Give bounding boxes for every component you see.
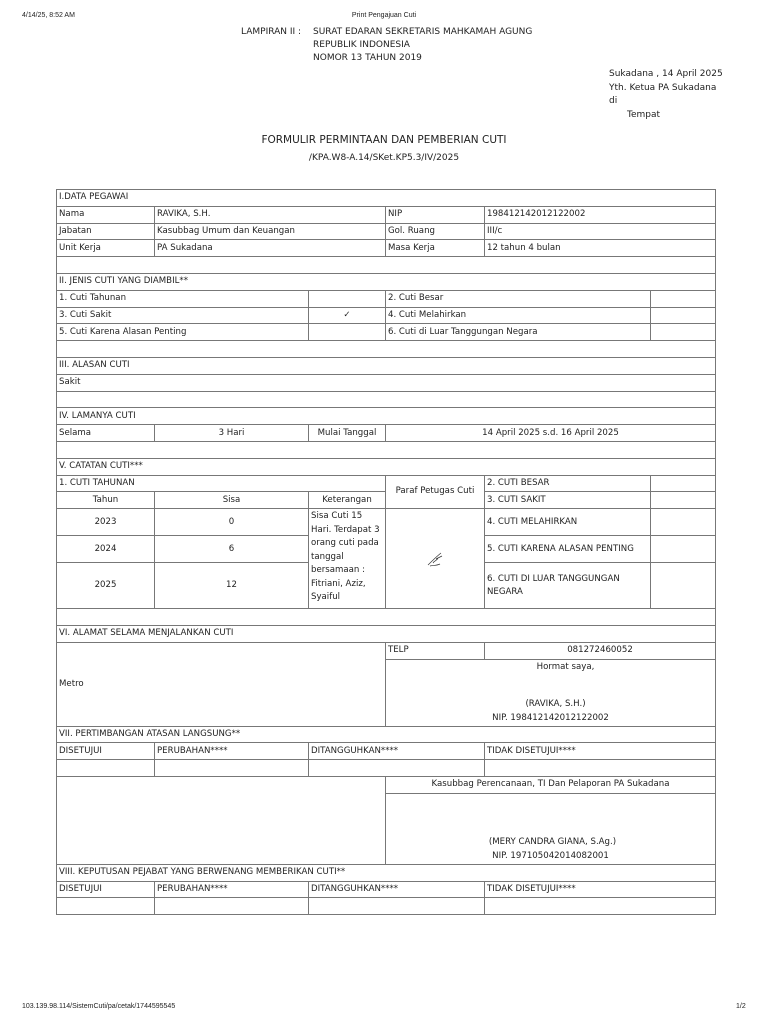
- pejabat-ditangguhkan-value: [309, 898, 485, 915]
- jabatan-label: Jabatan: [57, 223, 155, 240]
- masa-value: 12 tahun 4 bulan: [485, 240, 716, 257]
- pejabat-tidak-disetujui-label: TIDAK DISETUJUI****: [485, 881, 716, 898]
- lampiran-line: NOMOR 13 TAHUN 2019: [313, 53, 422, 63]
- cuti-besar-label: 2. Cuti Besar: [386, 290, 651, 307]
- cuti-luar-tanggungan-label: 6. Cuti di Luar Tanggungan Negara: [386, 324, 651, 341]
- jabatan-value: Kasubbag Umum dan Keuangan: [155, 223, 386, 240]
- gol-value: III/c: [485, 223, 716, 240]
- atasan-disetujui-label: DISETUJUI: [57, 743, 155, 760]
- col-sisa-header: Sisa: [155, 492, 309, 509]
- table-row-tahun: 2024: [57, 536, 155, 563]
- cuti-melahirkan-check: [651, 307, 716, 324]
- cuti-melahirkan-label: 4. Cuti Melahirkan: [386, 307, 651, 324]
- cuti-alasan-penting-check: [309, 324, 386, 341]
- catatan-besar-value: [651, 475, 716, 492]
- pejabat-tidak-disetujui-value: [485, 898, 716, 915]
- recipient-di: di: [609, 96, 618, 106]
- pejabat-perubahan-value: [155, 898, 309, 915]
- applicant-nip: NIP. 198412142012122002: [492, 712, 609, 723]
- atasan-ditangguhkan-label: DITANGGUHKAN****: [309, 743, 485, 760]
- section-alamat-cuti: VI. ALAMAT SELAMA MENJALANKAN CUTI: [57, 625, 716, 642]
- spacer-row: [57, 441, 716, 458]
- catatan-melahirkan-label: 4. CUTI MELAHIRKAN: [485, 509, 651, 536]
- telp-label: TELP: [386, 642, 485, 659]
- alasan-value: Sakit: [57, 374, 716, 391]
- atasan-disetujui-value: [57, 760, 155, 777]
- mulai-tanggal-label: Mulai Tanggal: [309, 425, 386, 442]
- catatan-besar-label: 2. CUTI BESAR: [485, 475, 651, 492]
- print-url: 103.139.98.114/SistemCuti/pa/cetak/1744595545: [22, 1003, 176, 1010]
- catatan-luar-tanggungan-label: 6. CUTI DI LUAR TANGGUNGAN NEGARA: [485, 563, 651, 609]
- print-page-number: 1/2: [736, 1003, 746, 1010]
- catatan-sakit-value: [651, 492, 716, 509]
- atasan-jabatan: Kasubbag Perencanaan, TI Dan Pelaporan PA Sukadana: [386, 776, 716, 793]
- paraf-petugas-label: Paraf Petugas Cuti: [386, 475, 485, 509]
- atasan-signature-block: [386, 793, 716, 864]
- catatan-tahunan-label: 1. CUTI TAHUNAN: [57, 475, 386, 492]
- cuti-tahunan-check: [309, 290, 386, 307]
- atasan-tidak-disetujui-label: TIDAK DISETUJUI****: [485, 743, 716, 760]
- spacer-row: [57, 609, 716, 626]
- print-datetime: 4/14/25, 8:52 AM: [22, 12, 75, 19]
- spacer-row: [57, 391, 716, 408]
- cuti-besar-check: [651, 290, 716, 307]
- selama-label: Selama: [57, 425, 155, 442]
- unit-label: Unit Kerja: [57, 240, 155, 257]
- lampiran-line: SURAT EDARAN SEKRETARIS MAHKAMAH AGUNG: [313, 27, 533, 37]
- section-data-pegawai: I.DATA PEGAWAI: [57, 190, 716, 207]
- table-row-tahun: 2023: [57, 509, 155, 536]
- telp-value: 081272460052: [485, 642, 716, 659]
- applicant-name: (RAVIKA, S.H.): [525, 698, 586, 709]
- table-row-sisa: 0: [155, 509, 309, 536]
- table-row-sisa: 6: [155, 536, 309, 563]
- atasan-tidak-disetujui-value: [485, 760, 716, 777]
- catatan-alasan-penting-label: 5. CUTI KARENA ALASAN PENTING: [485, 536, 651, 563]
- col-keterangan-header: Keterangan: [309, 492, 386, 509]
- recipient-tempat: Tempat: [627, 109, 661, 120]
- pejabat-ditangguhkan-label: DITANGGUHKAN****: [309, 881, 485, 898]
- lampiran-reference: [313, 26, 532, 65]
- leave-form-table: [56, 189, 716, 915]
- section-alasan-cuti: III. ALASAN CUTI: [57, 357, 716, 374]
- atasan-name: (MERY CANDRA GIANA, S.Ag.): [488, 836, 617, 847]
- masa-label: Masa Kerja: [386, 240, 485, 257]
- nama-label: Nama: [57, 206, 155, 223]
- catatan-luar-tanggungan-value: [651, 563, 716, 609]
- cuti-tahunan-label: 1. Cuti Tahunan: [57, 290, 309, 307]
- keterangan-value: Sisa Cuti 15 Hari. Terdapat 3 orang cuti pada tanggal bersamaan : Fitriani, Aziz, Syaiful: [309, 509, 386, 609]
- alamat-value: Metro: [57, 642, 386, 726]
- pejabat-perubahan-label: PERUBAHAN****: [155, 881, 309, 898]
- spacer-row: [57, 257, 716, 274]
- cuti-sakit-check: ✓: [309, 307, 386, 324]
- cuti-alasan-penting-label: 5. Cuti Karena Alasan Penting: [57, 324, 309, 341]
- print-title: Print Pengajuan Cuti: [351, 12, 417, 19]
- section-jenis-cuti: II. JENIS CUTI YANG DIAMBIL**: [57, 273, 716, 290]
- section-pejabat-berwenang: VIII. KEPUTUSAN PEJABAT YANG BERWENANG MEMBERIKAN CUTI**: [57, 864, 716, 881]
- selama-value: 3 Hari: [155, 425, 309, 442]
- section-catatan-cuti: V. CATATAN CUTI***: [57, 458, 716, 475]
- gol-label: Gol. Ruang: [386, 223, 485, 240]
- table-row-tahun: 2025: [57, 563, 155, 609]
- nip-value: 198412142012122002: [485, 206, 716, 223]
- cuti-luar-tanggungan-check: [651, 324, 716, 341]
- nip-label: NIP: [386, 206, 485, 223]
- pejabat-disetujui-label: DISETUJUI: [57, 881, 155, 898]
- section-atasan-langsung: VII. PERTIMBANGAN ATASAN LANGSUNG**: [57, 726, 716, 743]
- spacer-row: [57, 341, 716, 358]
- atasan-nip: NIP. 197105042014082001: [492, 850, 609, 861]
- nama-value: RAVIKA, S.H.: [155, 206, 386, 223]
- atasan-blank-area: [57, 776, 386, 864]
- atasan-perubahan-value: [155, 760, 309, 777]
- cuti-sakit-label: 3. Cuti Sakit: [57, 307, 309, 324]
- recipient-to: Yth. Ketua PA Sukadana: [609, 82, 717, 93]
- form-number: /KPA.W8-A.14/SKet.KP5.3/IV/2025: [308, 153, 460, 163]
- applicant-signature-block: [386, 659, 716, 726]
- atasan-perubahan-label: PERUBAHAN****: [155, 743, 309, 760]
- col-tahun-header: Tahun: [57, 492, 155, 509]
- lampiran-line: REPUBLIK INDONESIA: [313, 40, 410, 50]
- form-title: FORMULIR PERMINTAAN DAN PEMBERIAN CUTI: [261, 134, 507, 146]
- hormat-saya: Hormat saya,: [536, 661, 595, 672]
- paraf-signature-icon: [424, 548, 446, 570]
- section-lamanya-cuti: IV. LAMANYA CUTI: [57, 408, 716, 425]
- paraf-petugas-cell: [386, 509, 485, 609]
- atasan-ditangguhkan-value: [309, 760, 485, 777]
- recipient-block: [609, 68, 723, 122]
- catatan-melahirkan-value: [651, 509, 716, 536]
- table-row-sisa: 12: [155, 563, 309, 609]
- place-date: Sukadana , 14 April 2025: [609, 69, 723, 79]
- pejabat-disetujui-value: [57, 898, 155, 915]
- catatan-alasan-penting-value: [651, 536, 716, 563]
- unit-value: PA Sukadana: [155, 240, 386, 257]
- catatan-sakit-label: 3. CUTI SAKIT: [485, 492, 651, 509]
- lampiran-label: LAMPIRAN II :: [241, 27, 302, 37]
- tanggal-value: 14 April 2025 s.d. 16 April 2025: [386, 425, 716, 442]
